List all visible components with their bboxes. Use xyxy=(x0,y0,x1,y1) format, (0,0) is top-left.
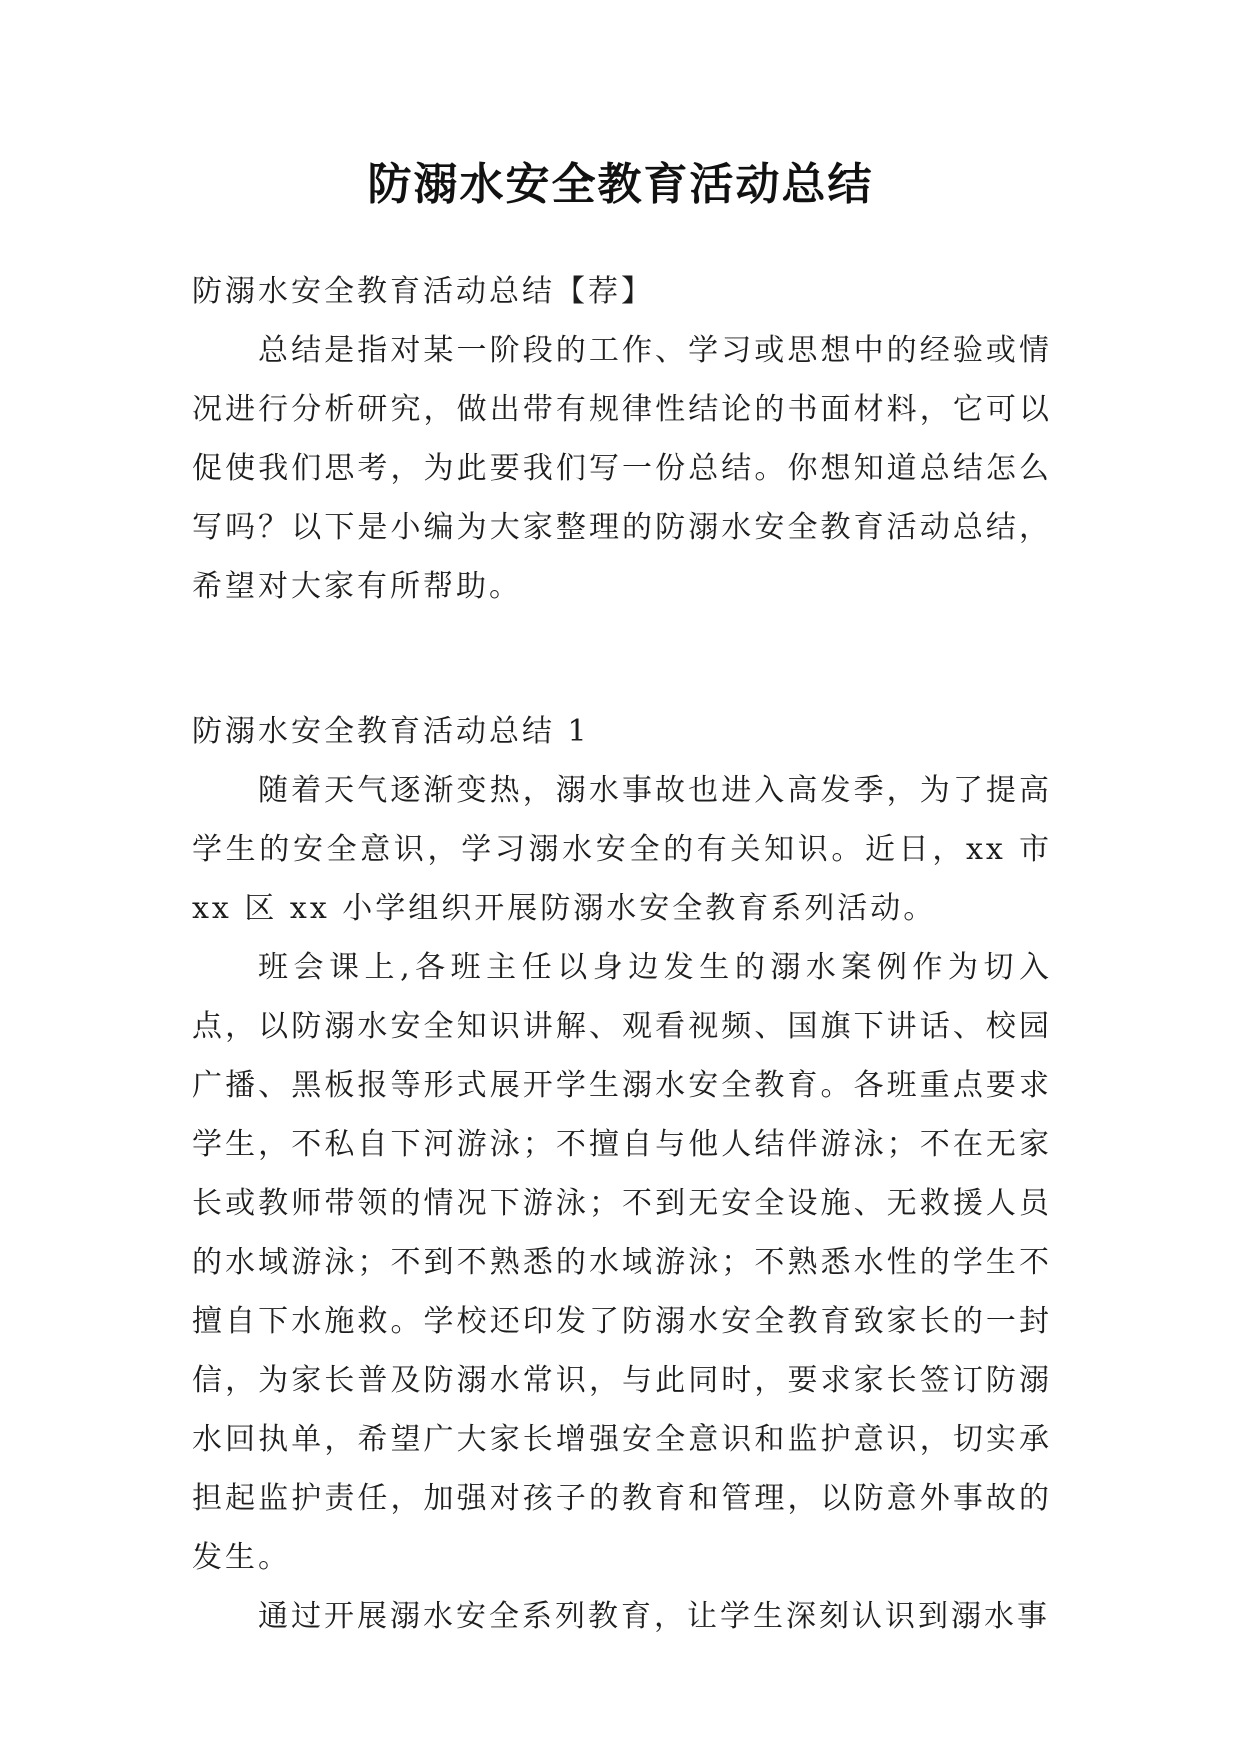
section-1-paragraph: 通过开展溺水安全系列教育，让学生深刻认识到溺水事 xyxy=(258,1599,1050,1634)
intro-section xyxy=(192,262,1052,616)
document-title: 防溺水安全教育活动总结 xyxy=(367,159,874,210)
section-1 xyxy=(192,702,1052,1646)
section-1-paragraph: 班会课上,各班主任以身边发生的溺水案例作为切入点，以防溺水安全知识讲解、观看视频、国旗下讲话、校园广播、黑板报等形式展开学生溺水安全教育。各班重点要求学生，不私自下河游泳；不擅自与他人结伴游泳；不在无家长或教师带领的情况下游泳；不到无安全设施、无救援人员的水域游泳；不到不熟悉的水域游泳；不熟悉水性的学生不擅自下水施救。学校还印发了防溺水安全教育致家长的一封信，为家长普及防溺水常识，与此同时，要求家长签订防溺水回执单，希望广大家长增强安全意识和监护意识，切实承担起监护责任，加强对孩子的教育和管理，以防意外事故的发生。 xyxy=(192,950,1052,1575)
intro-paragraph: 总结是指对某一阶段的工作、学习或思想中的经验或情况进行分析研究，做出带有规律性结论的书面材料，它可以促使我们思考，为此要我们写一份总结。你想知道总结怎么写吗？以下是小编为大家整理的防溺水安全教育活动总结，希望对大家有所帮助。 xyxy=(192,333,1052,604)
section-1-heading: 防溺水安全教育活动总结 1 xyxy=(192,714,590,749)
intro-heading: 防溺水安全教育活动总结【荐】 xyxy=(192,274,654,309)
section-1-paragraph: 随着天气逐渐变热，溺水事故也进入高发季，为了提高学生的安全意识，学习溺水安全的有关知识。近日，xx 市 xx 区 xx 小学组织开展防溺水安全教育系列活动。 xyxy=(192,773,1052,926)
